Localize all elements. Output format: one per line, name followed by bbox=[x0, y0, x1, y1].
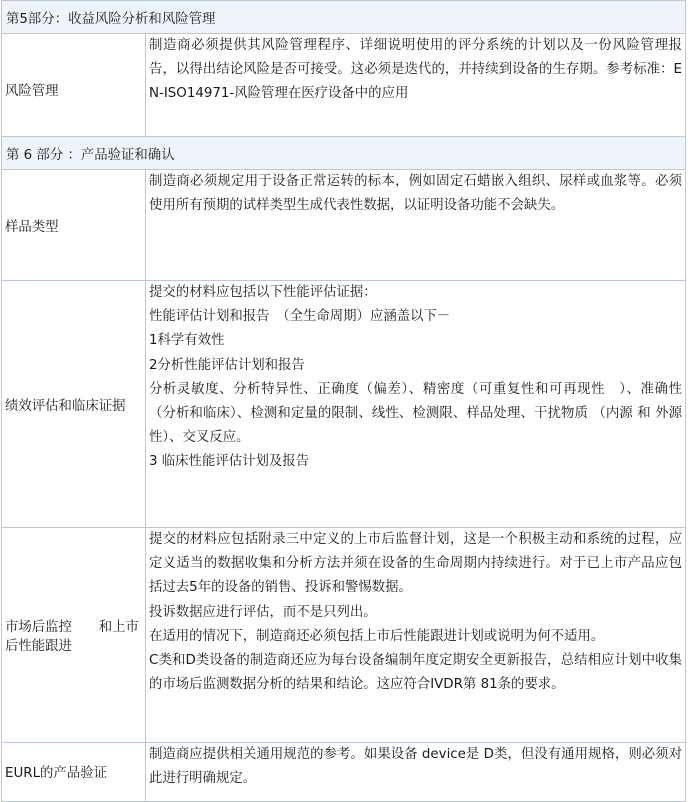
row-content bbox=[146, 170, 686, 281]
row-label: 样品类型 bbox=[2, 170, 146, 281]
row-content bbox=[146, 281, 686, 528]
paragraph: 提交的材料应包括附录三中定义的上市后监督计划，这是一个积极主动和系统的过程，应定义适当的数据收集和分析方法并须在设备的生命周期内持续进行。对于已上市产品应包括过去5年的设备的销售、投诉和警惕数据。 bbox=[149, 532, 683, 596]
section-title: 第5部分：收益风险分析和风险管理 bbox=[2, 1, 686, 34]
paragraph: 提交的材料应包括以下性能评估证据： bbox=[149, 285, 377, 300]
paragraph: 投诉数据应进行评估，而不是只列出。 bbox=[149, 604, 377, 620]
paragraph: C类和D类设备的制造商还应为每台设备编制年度定期安全更新报告，总结相应计划中收集的市场后监测数据分析的结果和结论。这应符合IVDR第 81条的要求。 bbox=[149, 653, 683, 693]
row-content bbox=[146, 743, 686, 802]
paragraph: 1科学有效性 bbox=[149, 333, 225, 349]
paragraph: 制造商必须提供其风险管理程序、详细说明使用的评分系统的计划以及一份风险管理报告，以得出结论风险是否可接受。这必须是迭代的，并持续到设备的生存期。参考标准：EN-ISO14971-风险管理在医疗设备中的应用 bbox=[149, 38, 683, 102]
row-label: 绩效评估和临床证据 bbox=[2, 281, 146, 528]
table-row bbox=[2, 528, 686, 743]
row-label: EURL的产品验证 bbox=[2, 743, 146, 802]
paragraph: 分析灵敏度、分析特异性、正确度（偏差）、精密度（可重复性和可再现性 ）、准确性（分析和临床）、检测和定量的限制、线性、检测限、样品处理、干扰物质 （内源 和 外源性）、交叉反应。 bbox=[149, 381, 683, 446]
table-row bbox=[2, 170, 686, 281]
row-content bbox=[146, 34, 686, 137]
paragraph: 2分析性能评估计划和报告 bbox=[149, 357, 305, 373]
section-title: 第 6 部分 ：产品验证和确认 bbox=[2, 137, 686, 170]
paragraph: 在适用的情况下，制造商还必须包括上市后性能跟进计划或说明为何不适用。 bbox=[149, 628, 605, 644]
paragraph: 制造商应提供相关通用规范的参考。如果设备 device是 D类，但没有通用规格，则必须对此进行明确规定。 bbox=[149, 747, 683, 787]
table-row bbox=[2, 34, 686, 137]
paragraph: 制造商必须规定用于设备正常运转的标本，例如固定石蜡嵌入组织、尿样或血浆等。必须使用所有预期的试样类型生成代表性数据，以证明设备功能不会缺失。 bbox=[149, 174, 683, 214]
row-label: 风险管理 bbox=[2, 34, 146, 137]
row-label: 市场后监控 和上市后性能跟进 bbox=[2, 528, 146, 743]
paragraph: 3 临床性能评估计划及报告 bbox=[149, 454, 310, 470]
row-content bbox=[146, 528, 686, 743]
section-header-validation bbox=[2, 137, 686, 170]
table-row bbox=[2, 743, 686, 802]
table-row bbox=[2, 281, 686, 528]
section-header-risk bbox=[2, 1, 686, 34]
paragraph: 性能评估计划和报告 （全生命周期）应涵盖以下－ bbox=[149, 309, 451, 325]
requirements-table bbox=[1, 0, 686, 802]
